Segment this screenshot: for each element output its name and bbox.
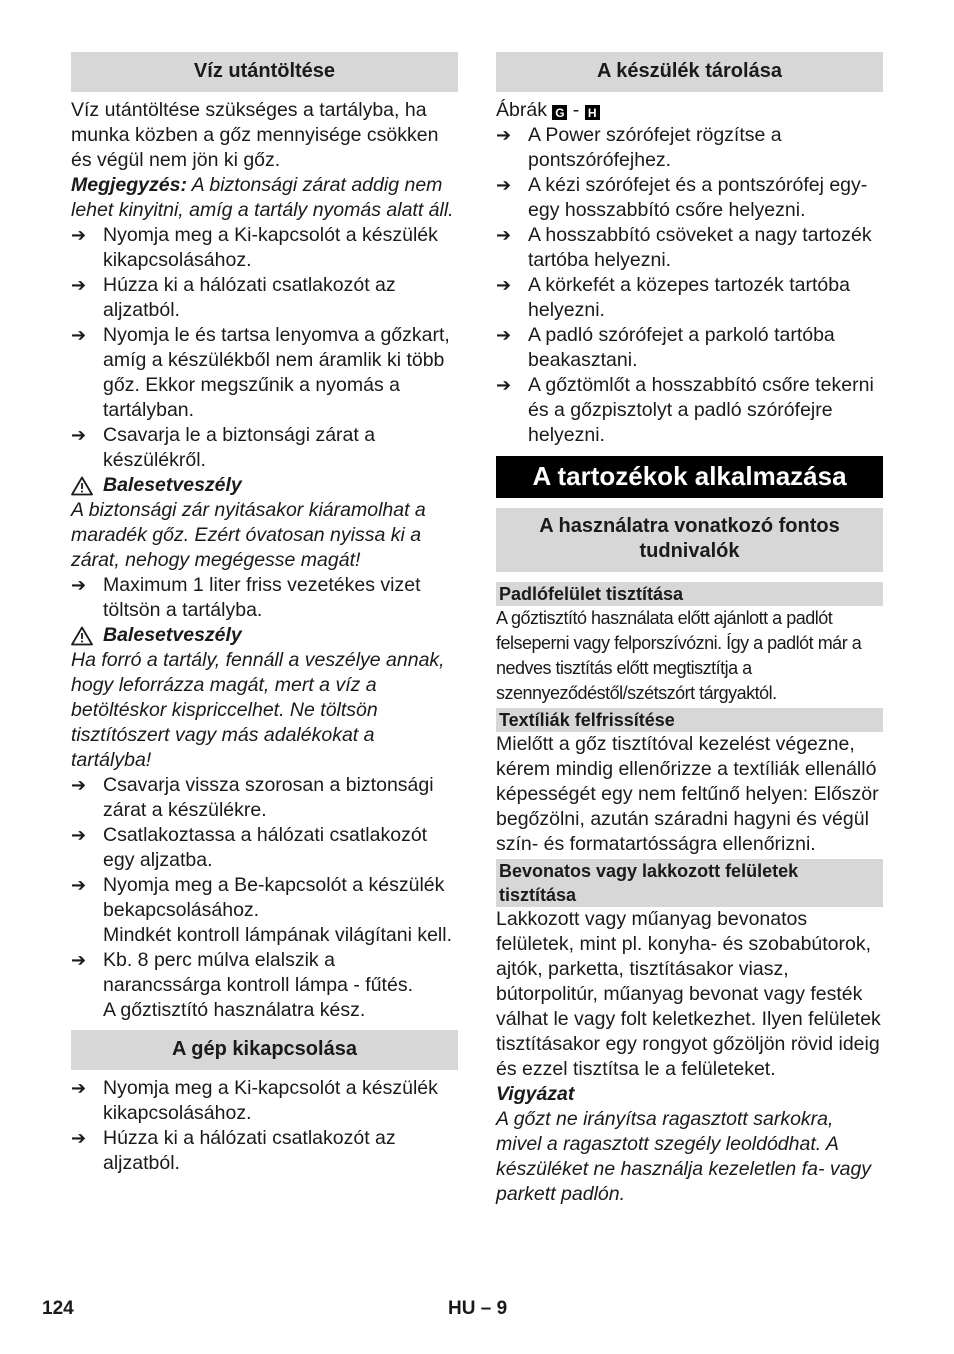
arrow-icon: ➔ bbox=[71, 1128, 87, 1148]
left-column bbox=[71, 52, 458, 1176]
warning-label: Balesetveszély bbox=[103, 624, 242, 646]
list-item bbox=[496, 223, 883, 273]
arrow-icon: ➔ bbox=[71, 325, 87, 345]
coated-heading: Bevonatos vagy lakkozott felületek tisztítása bbox=[496, 859, 883, 907]
step-text: A hosszabbító csöveket a nagy tartozék tartóba helyezni. bbox=[528, 224, 872, 271]
warning-text: Ha forró a tartály, fennáll a veszélye annak, hogy leforrázza magát, mert a víz a betöltéskor kispriccelhet. Ne töltsön tisztítószert vagy más adalékokat a tartályba! bbox=[71, 649, 445, 771]
step-text: A kézi szórófejet és a pontszórófej egy-egy hosszabbító csőre helyezni. bbox=[528, 174, 868, 221]
step-text: Csatlakoztassa a hálózati csatlakozót egy aljzatba. bbox=[103, 824, 428, 871]
step-text: A padló szórófejet a parkoló tartóba beakasztani. bbox=[528, 324, 835, 371]
ready-note: A gőztisztító használatra kész. bbox=[103, 999, 366, 1021]
lamps-note: Mindkét kontroll lámpának világítani kell. bbox=[103, 924, 453, 946]
step-text: Nyomja meg a Be-kapcsolót a készülék bekapcsolásához. bbox=[103, 874, 445, 921]
warning-text: A biztonsági zár nyitásakor kiáramolhat a maradék gőz. Ezért óvatosan nyissa ki a zárat, nehogy megégesse magát! bbox=[71, 499, 426, 571]
step-text: Maximum 1 liter friss vezetékes vizet töltsön a tartályba. bbox=[103, 574, 421, 621]
arrow-icon: ➔ bbox=[496, 375, 512, 395]
arrow-icon: ➔ bbox=[71, 875, 87, 895]
refill-heading: Víz utántöltése bbox=[71, 52, 458, 92]
step-text: A gőztömlőt a hosszabbító csőre tekerni és a gőzpisztolyt a padló szórófejre helyezni. bbox=[528, 374, 874, 446]
textile-text: Mielőtt a gőz tisztítóval kezelést végezne, kérem mindig ellenőrizze a textíliák ellenálló képességét egy nem feltűnő helyen: Először begőzölni, azután száradni hagyni és végül szín- és formatartósságra ellenőrizni. bbox=[496, 733, 879, 855]
arrow-icon: ➔ bbox=[71, 275, 87, 295]
figure-h-label: H bbox=[585, 105, 600, 120]
figure-g-label: G bbox=[552, 105, 567, 120]
step-text: Húzza ki a hálózati csatlakozót az aljzatból. bbox=[103, 274, 396, 321]
coated-text: Lakkozott vagy műanyag bevonatos felületek, mint pl. konyha- és szobabútorok, ajtók, parketta, tisztításakor viasz, bútorpolitúr, műanyag bevonat vagy festék válhat le vagy folt keletkezhet. Ilyen felületek tisztításakor egy rongyot gőzöljön rövid ideig és ezzel tisztítsa le a felületeket. bbox=[496, 908, 881, 1080]
floor-heading: Padlófelület tisztítása bbox=[496, 582, 883, 606]
step-text: Nyomja meg a Ki-kapcsolót a készülék kikapcsolásához. bbox=[103, 1077, 438, 1124]
arrow-icon: ➔ bbox=[496, 225, 512, 245]
list-item bbox=[71, 223, 458, 273]
list-item bbox=[496, 173, 883, 223]
list-item bbox=[71, 1076, 458, 1126]
arrow-icon: ➔ bbox=[71, 575, 87, 595]
warning-heading bbox=[71, 473, 458, 498]
note-paragraph bbox=[71, 173, 458, 223]
step-text: Nyomja le és tartsa lenyomva a gőzkart, amíg a készülékből nem áramlik ki több gőz. Ekkor megszűnik a nyomás a tartályban. bbox=[103, 324, 450, 421]
arrow-icon: ➔ bbox=[71, 1078, 87, 1098]
list-item bbox=[71, 323, 458, 423]
warning-heading bbox=[71, 623, 458, 648]
list-item bbox=[71, 948, 458, 998]
arrow-icon: ➔ bbox=[71, 825, 87, 845]
figures-label: Ábrák bbox=[496, 99, 547, 121]
textile-heading: Textíliák felfrissítése bbox=[496, 708, 883, 732]
list-item bbox=[71, 573, 458, 623]
arrow-icon: ➔ bbox=[496, 275, 512, 295]
list-item bbox=[71, 823, 458, 873]
warning-label: Balesetveszély bbox=[103, 474, 242, 496]
list-item bbox=[71, 423, 458, 473]
warning-triangle-icon bbox=[71, 626, 103, 646]
right-column bbox=[496, 52, 883, 1207]
arrow-icon: ➔ bbox=[496, 175, 512, 195]
accessories-heading: A tartozékok alkalmazása bbox=[496, 456, 883, 498]
warning-triangle-icon bbox=[71, 476, 103, 496]
arrow-icon: ➔ bbox=[71, 775, 87, 795]
page-number: 124 bbox=[42, 1298, 74, 1319]
caution-label: Vigyázat bbox=[496, 1083, 575, 1105]
caution-text: A gőzt ne irányítsa ragasztott sarkokra, mivel a ragasztott szegély leoldódhat. A készüléket ne használja kezeletlen fa- vagy parkett padlón. bbox=[496, 1108, 872, 1205]
list-item bbox=[496, 373, 883, 448]
note-text: A biztonsági zárat addig nem lehet kinyitni, amíg a tartály nyomás alatt áll. bbox=[71, 174, 454, 221]
storage-heading: A készülék tárolása bbox=[496, 52, 883, 92]
step-text: A Power szórófejet rögzítse a pontszórófejhez. bbox=[528, 124, 782, 171]
step-text: Nyomja meg a Ki-kapcsolót a készülék kikapcsolásához. bbox=[103, 224, 438, 271]
note-label: Megjegyzés: bbox=[71, 174, 187, 196]
list-item bbox=[71, 273, 458, 323]
figures-reference bbox=[496, 98, 883, 123]
step-text: Csavarja le a biztonsági zárat a készülékről. bbox=[103, 424, 376, 471]
step-text: Csavarja vissza szorosan a biztonsági zárat a készülékre. bbox=[103, 774, 434, 821]
list-item bbox=[496, 123, 883, 173]
step-text: Húzza ki a hálózati csatlakozót az aljzatból. bbox=[103, 1127, 396, 1174]
list-item bbox=[71, 1126, 458, 1176]
arrow-icon: ➔ bbox=[496, 325, 512, 345]
figure-separator: - bbox=[567, 99, 585, 121]
floor-text: A gőztisztító használata előtt ajánlott a padlót felseperni vagy felporszívózni. Így a padlót már a nedves tisztítás előtt megtisztítja a szennyeződéstől/szétszórt tárgyaktól. bbox=[496, 608, 862, 703]
list-item bbox=[496, 273, 883, 323]
list-item bbox=[496, 323, 883, 373]
list-item bbox=[71, 773, 458, 823]
arrow-icon: ➔ bbox=[71, 950, 87, 970]
important-heading: A használatra vonatkozó fontos tudnivalók bbox=[496, 508, 883, 572]
shutdown-heading: A gép kikapcsolása bbox=[71, 1030, 458, 1070]
arrow-icon: ➔ bbox=[496, 125, 512, 145]
step-text: Kb. 8 perc múlva elalszik a narancssárga kontroll lámpa - fűtés. bbox=[103, 949, 413, 996]
refill-intro: Víz utántöltése szükséges a tartályba, ha munka közben a gőz mennyisége csökken és végül nem jön ki gőz. bbox=[71, 99, 439, 171]
list-item bbox=[71, 873, 458, 923]
step-text: A körkefét a közepes tartozék tartóba helyezni. bbox=[528, 274, 850, 321]
arrow-icon: ➔ bbox=[71, 425, 87, 445]
arrow-icon: ➔ bbox=[71, 225, 87, 245]
section-label: HU – 9 bbox=[448, 1298, 508, 1319]
